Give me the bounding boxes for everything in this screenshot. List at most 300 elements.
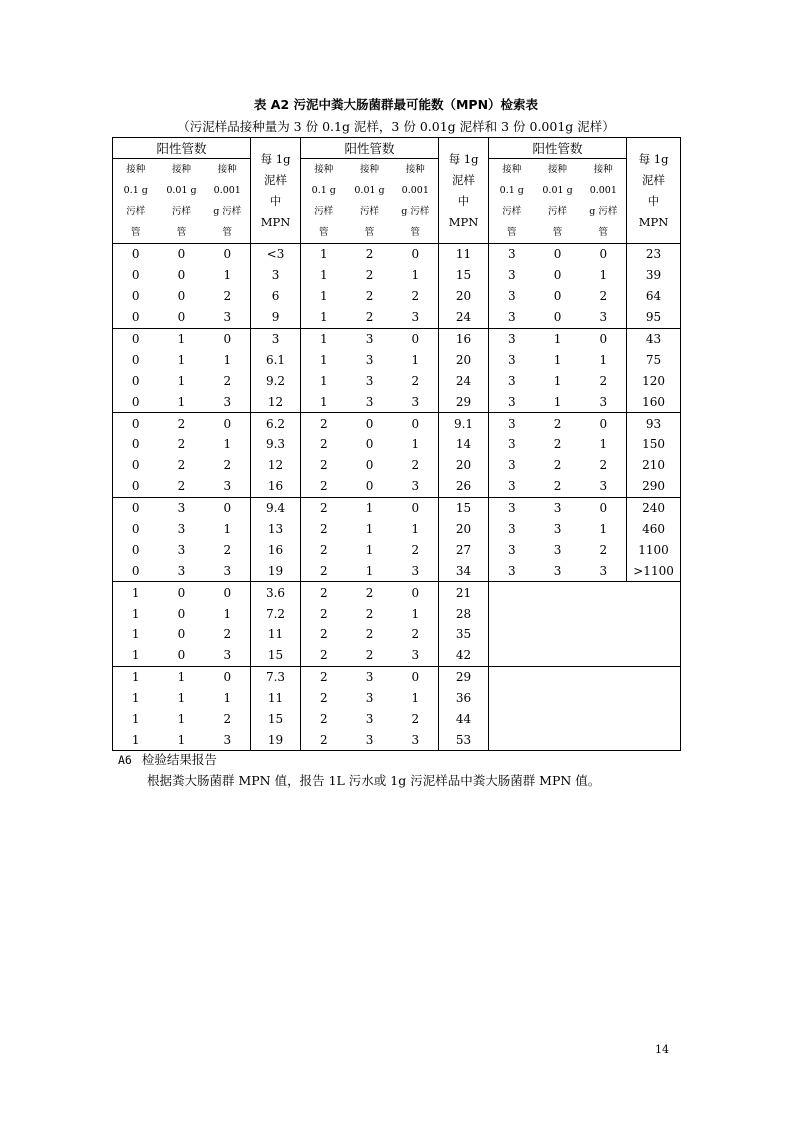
positive-tube-cell: 3 (365, 712, 374, 727)
positive-tube-cell: 0 (177, 310, 186, 325)
sub-column-header-line: 0.001 (213, 185, 241, 196)
positive-tube-cell: 1 (411, 437, 420, 452)
sub-column-header (159, 159, 205, 244)
positive-tube-cell: 3 (507, 394, 516, 409)
positive-tube-cell: 1 (347, 497, 393, 518)
positive-tube-cell: 0 (393, 413, 439, 434)
positive-tube-cell: 0 (581, 328, 627, 349)
positive-tube-cell: 3 (599, 394, 608, 409)
sub-column-header (581, 159, 627, 244)
section-title: 检验结果报告 (141, 752, 217, 767)
mpn-header (251, 138, 301, 244)
mpn-header-line: 中 (647, 193, 660, 208)
sub-column-header-line: 接种 (217, 164, 237, 175)
mpn-value-cell: 3 (251, 265, 301, 286)
positive-tube-cell: 1 (223, 691, 232, 706)
mpn-value-cell: 44 (439, 709, 489, 730)
positive-tube-cell: 1 (319, 268, 328, 283)
table-row (113, 519, 681, 540)
positive-tube-cell: 3 (489, 244, 535, 265)
positive-tube-cell: 1 (411, 352, 420, 367)
positive-tube-cell: 1 (411, 606, 420, 621)
section-heading (118, 750, 217, 768)
positive-tube-cell: 2 (535, 413, 581, 434)
positive-tube-cell: 3 (347, 666, 393, 687)
positive-tube-cell: 0 (113, 497, 159, 518)
positive-tube-cell: 0 (347, 413, 393, 434)
positive-tube-cell: 0 (177, 627, 186, 642)
positive-tube-cell: 3 (507, 268, 516, 283)
positive-tube-cell: 3 (507, 352, 516, 367)
positive-tube-cell: 3 (223, 394, 232, 409)
mpn-table (112, 137, 681, 751)
positive-tube-cell: 1 (599, 437, 608, 452)
positive-tube-cell: 1 (411, 522, 420, 537)
positive-tube-cell: 1 (301, 328, 347, 349)
positive-tube-cell: 3 (599, 310, 608, 325)
positive-tube-cell: 3 (489, 497, 535, 518)
positive-tube-cell: 1 (177, 732, 186, 747)
positive-tube-cell: 1 (177, 373, 186, 388)
table-row (113, 349, 681, 370)
sub-column-header-line: 0.1 g (311, 185, 336, 196)
table-row (113, 391, 681, 412)
positive-tube-cell: 2 (365, 606, 374, 621)
sub-column-header (535, 159, 581, 244)
mpn-value-cell: 240 (627, 497, 681, 518)
positive-tube-cell: 1 (223, 352, 232, 367)
positive-tube-cell: 2 (365, 289, 374, 304)
positive-tube-cell: 3 (599, 563, 608, 578)
mpn-value-cell: 9 (251, 307, 301, 328)
mpn-value-cell: 1100 (627, 539, 681, 560)
positive-tube-cell: 3 (507, 479, 516, 494)
mpn-value-cell: 53 (439, 729, 489, 750)
positive-tube-cell: 2 (553, 458, 562, 473)
mpn-value-cell: 290 (627, 476, 681, 497)
header-row-sub (113, 159, 681, 244)
positive-tube-cell: 0 (393, 497, 439, 518)
positive-tube-cell: 0 (177, 289, 186, 304)
table-title: 表 A2 污泥中粪大肠菌群最可能数（MPN）检索表 (253, 97, 539, 112)
positive-tube-cell: 1 (223, 522, 232, 537)
positive-tube-cell: 2 (319, 691, 328, 706)
sub-column-header-line: 0.01 g (542, 185, 573, 196)
positive-tube-cell: 3 (489, 328, 535, 349)
positive-tube-cell: 2 (599, 542, 608, 557)
positive-tube-cell: 2 (319, 563, 328, 578)
mpn-header-line: MPN (260, 214, 291, 229)
positive-tube-cell: 0 (159, 244, 205, 265)
positive-tube-cell: 3 (553, 522, 562, 537)
mpn-value-cell: 75 (627, 349, 681, 370)
positive-tube-cell: 1 (177, 691, 186, 706)
mpn-value-cell: 13 (251, 519, 301, 540)
positive-tube-cell: 2 (411, 627, 420, 642)
sub-column-header-line: 接种 (171, 164, 191, 175)
positive-tube-cell: 2 (223, 542, 232, 557)
mpn-value-cell: 11 (251, 688, 301, 709)
table-row (113, 497, 681, 518)
positive-tube-cell: 1 (177, 352, 186, 367)
positive-tube-cell: 3 (365, 691, 374, 706)
sub-column-header-line: 0.1 g (123, 185, 148, 196)
table-row (113, 666, 681, 687)
mpn-value-cell: >1100 (627, 560, 681, 581)
positive-tube-cell: 2 (177, 479, 186, 494)
positive-tube-cell: 2 (159, 413, 205, 434)
table-row (113, 476, 681, 497)
mpn-value-cell: 20 (439, 349, 489, 370)
positive-tube-cell: 1 (599, 522, 608, 537)
positive-tube-cell: 2 (319, 627, 328, 642)
positive-tube-cell: 2 (347, 244, 393, 265)
positive-tube-cell: 1 (131, 606, 140, 621)
positive-tube-cell: 2 (319, 458, 328, 473)
positive-tube-cell: 3 (553, 542, 562, 557)
sub-column-header (113, 159, 159, 244)
mpn-value-cell: 24 (439, 307, 489, 328)
sub-column-header-line: 管 (319, 227, 329, 238)
positive-tube-cell: 3 (411, 479, 420, 494)
section-number: A6 (118, 753, 132, 767)
mpn-value-cell: 16 (251, 539, 301, 560)
positive-tube-cell: 1 (319, 373, 328, 388)
positive-tube-cell: 3 (507, 310, 516, 325)
positive-tube-cell: 0 (113, 413, 159, 434)
positive-tube-cell: 3 (365, 352, 374, 367)
sub-column-header-line: 管 (176, 227, 187, 238)
positive-tube-cell: 0 (131, 479, 140, 494)
mpn-value-cell: 9.2 (251, 370, 301, 391)
mpn-value-cell: 7.3 (251, 666, 301, 687)
positive-tube-cell: 3 (507, 437, 516, 452)
mpn-value-cell: 34 (439, 560, 489, 581)
sub-column-header-line: 接种 (314, 164, 334, 175)
positive-tube-cell: 0 (205, 244, 251, 265)
positive-tube-cell: 1 (553, 373, 562, 388)
mpn-value-cell: 6.1 (251, 349, 301, 370)
positive-tube-cell: 2 (411, 458, 420, 473)
sub-column-header-line: 0.01 g (354, 185, 385, 196)
positive-tube-cell: 0 (393, 582, 439, 603)
positive-tube-cell: 0 (131, 394, 140, 409)
mpn-value-cell: 36 (439, 688, 489, 709)
mpn-value-cell: 35 (439, 624, 489, 645)
page-number: 14 (655, 1043, 669, 1056)
positive-tube-cell: 3 (365, 394, 374, 409)
sub-column-header-line: 管 (552, 227, 563, 238)
table-row (113, 328, 681, 349)
sub-column-header-line: g 污样 (401, 206, 430, 217)
sub-column-header-line: 接种 (548, 164, 568, 175)
sub-column-header-line: 污样 (126, 206, 146, 217)
positive-tube-cell: 2 (319, 522, 328, 537)
mpn-header-line: 中 (457, 193, 470, 208)
mpn-value-cell: 12 (251, 455, 301, 476)
mpn-value-cell: 14 (439, 434, 489, 455)
mpn-value-cell: 3 (251, 328, 301, 349)
mpn-value-cell: 29 (439, 391, 489, 412)
positive-tube-cell: 2 (599, 373, 608, 388)
mpn-header-line: 每 1g (638, 151, 669, 166)
positive-tube-cell: 0 (393, 666, 439, 687)
mpn-value-cell: 11 (439, 244, 489, 265)
group-header: 阳性管数 (301, 138, 439, 159)
positive-tube-cell: 2 (301, 413, 347, 434)
positive-tube-cell: 3 (223, 648, 232, 663)
positive-tube-cell: 3 (553, 563, 562, 578)
positive-tube-cell: 2 (319, 712, 328, 727)
sub-column-header-line: 管 (507, 227, 517, 238)
mpn-header (627, 138, 681, 244)
sub-column-header-line: 管 (598, 227, 609, 238)
positive-tube-cell: 3 (489, 413, 535, 434)
mpn-value-cell: 20 (439, 455, 489, 476)
sub-column-header (301, 159, 347, 244)
mpn-header-line: 每 1g (260, 151, 291, 166)
positive-tube-cell: 2 (223, 712, 232, 727)
mpn-header-line: 泥样 (642, 172, 666, 187)
positive-tube-cell: 1 (319, 289, 328, 304)
sub-column-header-line: 0.1 g (499, 185, 524, 196)
sub-column-header-line: 接种 (593, 164, 613, 175)
positive-tube-cell: 1 (113, 582, 159, 603)
positive-tube-cell: 1 (599, 352, 608, 367)
positive-tube-cell: 3 (177, 522, 186, 537)
sub-column-header-line: 接种 (360, 164, 380, 175)
positive-tube-cell: 3 (411, 732, 420, 747)
positive-tube-cell: 2 (301, 582, 347, 603)
mpn-value-cell: 95 (627, 307, 681, 328)
sub-column-header (347, 159, 393, 244)
empty-cell (489, 666, 681, 751)
positive-tube-cell: 3 (507, 522, 516, 537)
mpn-header-line: 泥样 (452, 172, 476, 187)
positive-tube-cell: 3 (411, 648, 420, 663)
mpn-value-cell: 29 (439, 666, 489, 687)
positive-tube-cell: 3 (411, 310, 420, 325)
positive-tube-cell: 2 (599, 458, 608, 473)
positive-tube-cell: 2 (411, 289, 420, 304)
positive-tube-cell: 0 (393, 244, 439, 265)
table-row (113, 560, 681, 581)
mpn-value-cell: 3.6 (251, 582, 301, 603)
mpn-value-cell: 93 (627, 413, 681, 434)
positive-tube-cell: 1 (365, 542, 374, 557)
positive-tube-cell: 3 (507, 563, 516, 578)
mpn-value-cell: 6 (251, 286, 301, 307)
mpn-value-cell: 460 (627, 519, 681, 540)
group-header: 阳性管数 (113, 138, 251, 159)
table-row (113, 244, 681, 265)
positive-tube-cell: 0 (159, 582, 205, 603)
positive-tube-cell: 2 (319, 732, 328, 747)
positive-tube-cell: 3 (223, 563, 232, 578)
positive-tube-cell: 3 (347, 328, 393, 349)
positive-tube-cell: 0 (365, 479, 374, 494)
positive-tube-cell: 0 (581, 413, 627, 434)
positive-tube-cell: 0 (553, 289, 562, 304)
positive-tube-cell: 1 (319, 352, 328, 367)
mpn-value-cell: 20 (439, 286, 489, 307)
sub-column-header-line: 0.001 (401, 185, 429, 196)
positive-tube-cell: 2 (319, 479, 328, 494)
positive-tube-cell: 3 (177, 542, 186, 557)
positive-tube-cell: 0 (131, 268, 140, 283)
sub-column-header-line: 污样 (360, 206, 380, 217)
positive-tube-cell: 0 (131, 437, 140, 452)
positive-tube-cell: 0 (365, 437, 374, 452)
mpn-value-cell: 43 (627, 328, 681, 349)
positive-tube-cell: 0 (535, 244, 581, 265)
positive-tube-cell: 2 (411, 373, 420, 388)
sub-column-header-line: 0.001 (589, 185, 617, 196)
positive-tube-cell: 2 (319, 437, 328, 452)
sub-column-header-line: 管 (130, 227, 141, 238)
sub-column-header-line: 污样 (548, 206, 568, 217)
mpn-value-cell: 19 (251, 729, 301, 750)
positive-tube-cell: 1 (301, 244, 347, 265)
positive-tube-cell: 1 (113, 666, 159, 687)
positive-tube-cell: 1 (159, 666, 205, 687)
positive-tube-cell: 0 (131, 352, 140, 367)
positive-tube-cell: 2 (365, 627, 374, 642)
positive-tube-cell: 0 (205, 582, 251, 603)
mpn-value-cell: 15 (439, 265, 489, 286)
positive-tube-cell: 2 (319, 648, 328, 663)
header-row-group (113, 138, 681, 159)
mpn-value-cell: <3 (251, 244, 301, 265)
mpn-value-cell: 16 (439, 328, 489, 349)
positive-tube-cell: 0 (553, 310, 562, 325)
mpn-value-cell: 6.2 (251, 413, 301, 434)
mpn-value-cell: 15 (439, 497, 489, 518)
positive-tube-cell: 1 (223, 268, 232, 283)
sub-column-header-line: 接种 (126, 164, 146, 175)
table-row (113, 286, 681, 307)
positive-tube-cell: 0 (205, 497, 251, 518)
table-row (113, 539, 681, 560)
positive-tube-cell: 0 (205, 413, 251, 434)
mpn-value-cell: 24 (439, 370, 489, 391)
mpn-value-cell: 15 (251, 645, 301, 666)
mpn-value-cell: 20 (439, 519, 489, 540)
positive-tube-cell: 0 (131, 542, 140, 557)
positive-tube-cell: 3 (365, 373, 374, 388)
positive-tube-cell: 3 (223, 479, 232, 494)
positive-tube-cell: 0 (131, 373, 140, 388)
positive-tube-cell: 0 (177, 606, 186, 621)
positive-tube-cell: 1 (411, 691, 420, 706)
mpn-value-cell: 210 (627, 455, 681, 476)
table-row (113, 455, 681, 476)
positive-tube-cell: 2 (347, 582, 393, 603)
positive-tube-cell: 2 (411, 712, 420, 727)
positive-tube-cell: 2 (319, 542, 328, 557)
sub-column-header-line: 接种 (502, 164, 522, 175)
positive-tube-cell: 3 (223, 310, 232, 325)
positive-tube-cell: 0 (205, 328, 251, 349)
positive-tube-cell: 1 (159, 328, 205, 349)
positive-tube-cell: 3 (599, 479, 608, 494)
mpn-value-cell: 21 (439, 582, 489, 603)
sub-column-header-line: 接种 (405, 164, 425, 175)
sub-column-header (393, 159, 439, 244)
positive-tube-cell: 2 (599, 289, 608, 304)
positive-tube-cell: 0 (131, 458, 140, 473)
mpn-value-cell: 27 (439, 539, 489, 560)
mpn-header (439, 138, 489, 244)
mpn-value-cell: 120 (627, 370, 681, 391)
positive-tube-cell: 2 (301, 497, 347, 518)
sub-column-header-line: g 污样 (213, 206, 242, 217)
positive-tube-cell: 1 (223, 437, 232, 452)
sub-column-header-line: 0.01 g (166, 185, 197, 196)
sub-column-header-line: 管 (222, 227, 233, 238)
positive-tube-cell: 3 (411, 563, 420, 578)
mpn-value-cell: 7.2 (251, 603, 301, 624)
sub-column-header-line: 管 (364, 227, 375, 238)
mpn-header-line: MPN (448, 214, 479, 229)
positive-tube-cell: 0 (131, 289, 140, 304)
positive-tube-cell: 1 (535, 328, 581, 349)
table-subtitle: （污泥样品接种量为 3 份 0.1g 泥样，3 份 0.01g 泥样和 3 份 0.001g 泥样） (177, 119, 615, 134)
positive-tube-cell: 0 (553, 268, 562, 283)
positive-tube-cell: 0 (177, 268, 186, 283)
positive-tube-cell: 3 (535, 497, 581, 518)
positive-tube-cell: 0 (205, 666, 251, 687)
positive-tube-cell: 1 (411, 268, 420, 283)
sub-column-header-line: 污样 (314, 206, 334, 217)
mpn-value-cell: 160 (627, 391, 681, 412)
positive-tube-cell: 1 (131, 691, 140, 706)
positive-tube-cell: 1 (131, 648, 140, 663)
sub-column-header-line: 管 (410, 227, 421, 238)
positive-tube-cell: 1 (553, 352, 562, 367)
mpn-value-cell: 64 (627, 286, 681, 307)
positive-tube-cell: 2 (177, 458, 186, 473)
table-row (113, 582, 681, 603)
mpn-value-cell: 23 (627, 244, 681, 265)
positive-tube-cell: 3 (177, 563, 186, 578)
mpn-value-cell: 11 (251, 624, 301, 645)
sub-column-header-line: g 污样 (589, 206, 618, 217)
positive-tube-cell: 2 (177, 437, 186, 452)
positive-tube-cell: 1 (177, 712, 186, 727)
positive-tube-cell: 2 (301, 666, 347, 687)
mpn-value-cell: 16 (251, 476, 301, 497)
empty-cell (489, 582, 681, 667)
positive-tube-cell: 3 (507, 289, 516, 304)
positive-tube-cell: 3 (365, 732, 374, 747)
positive-tube-cell: 0 (393, 328, 439, 349)
positive-tube-cell: 1 (553, 394, 562, 409)
table-row (113, 370, 681, 391)
mpn-value-cell: 12 (251, 391, 301, 412)
mpn-value-cell: 42 (439, 645, 489, 666)
positive-tube-cell: 0 (581, 497, 627, 518)
mpn-value-cell: 28 (439, 603, 489, 624)
positive-tube-cell: 2 (411, 542, 420, 557)
positive-tube-cell: 3 (507, 542, 516, 557)
positive-tube-cell: 2 (223, 627, 232, 642)
mpn-value-cell: 9.1 (439, 413, 489, 434)
positive-tube-cell: 2 (365, 648, 374, 663)
sub-column-header (489, 159, 535, 244)
positive-tube-cell: 3 (411, 394, 420, 409)
positive-tube-cell: 0 (365, 458, 374, 473)
